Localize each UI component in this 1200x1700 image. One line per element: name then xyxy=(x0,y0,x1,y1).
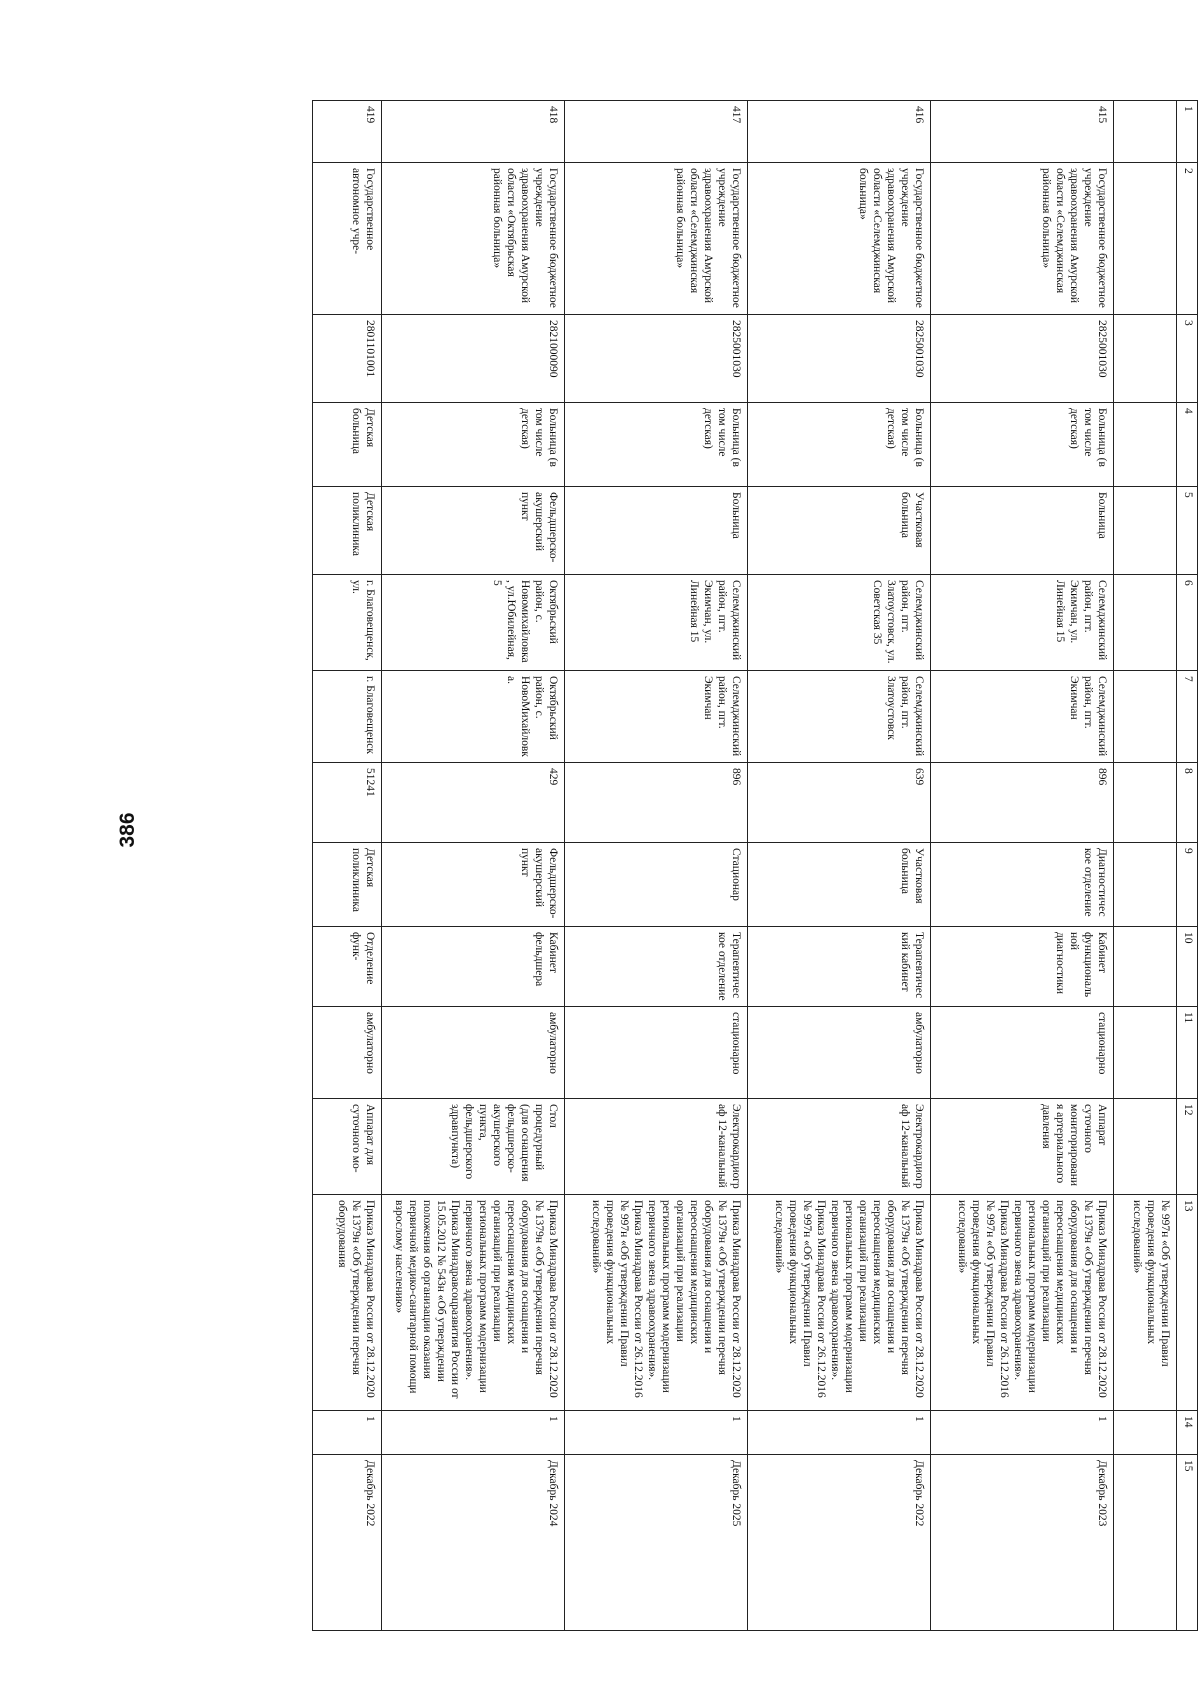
table-cell xyxy=(1114,315,1177,403)
header-cell: 6 xyxy=(1177,575,1198,671)
header-cell: 7 xyxy=(1177,671,1198,763)
header-cell: 15 xyxy=(1177,1455,1198,1631)
table-row xyxy=(565,101,748,1631)
address: Селемджинский район, пгт. Златоустовск, ул. Советская 35 xyxy=(748,575,931,671)
organization-type: Больница (в том числе детская) xyxy=(931,403,1114,487)
row-number: 417 xyxy=(565,101,748,163)
deadline: Декабрь 2022 xyxy=(748,1455,931,1631)
care-form: стационарно xyxy=(931,1007,1114,1099)
care-form: амбулаторно xyxy=(748,1007,931,1099)
locality: Селемджинский район, пгт. Экимчан xyxy=(565,671,748,763)
legal-basis-cell: Приказ Минздрава России от 28.12.2020 № 1379н «Об утверждении перечня оборудования xyxy=(313,1195,382,1411)
table-cell xyxy=(1114,1411,1177,1455)
table-row xyxy=(382,101,565,1631)
equipment: Электрокардиограф 12-канальный xyxy=(748,1099,931,1195)
legal-basis-cell: Приказ Минздрава России от 28.12.2020 № 1379н «Об утверждении перечня оборудования для оснащения и переоснащения медицинских организаций при реализации региональных программ модернизации первичного звена здравоохранения». Приказ Минздрава России от 26.12.2016 № 997н «Об утверждении Правил проведения функциональных исследований» xyxy=(565,1195,748,1411)
organization-name: Государственное бюджетное учреждение здравоохранения Амурской области «Октябрьская районная больница» xyxy=(382,163,565,315)
organization-type: Больница (в том числе детская) xyxy=(748,403,931,487)
deadline: Декабрь 2023 xyxy=(931,1455,1114,1631)
table-cell xyxy=(1114,487,1177,575)
quantity: 1 xyxy=(748,1411,931,1455)
row-number: 415 xyxy=(931,101,1114,163)
table-row xyxy=(748,101,931,1631)
address: Селемджинский район, пгт. Экимчан, ул. Линейная 15 xyxy=(565,575,748,671)
cabinet: Кабинет фельдшера xyxy=(382,927,565,1007)
page-number: 386 xyxy=(116,812,139,848)
header-cell: 12 xyxy=(1177,1099,1198,1195)
organization-name: Государственное автономное учре- xyxy=(313,163,382,315)
department: Детская поликлиника xyxy=(313,843,382,927)
cabinet: Кабинет функциональной диагностики xyxy=(931,927,1114,1007)
table-cell xyxy=(1114,843,1177,927)
population: 639 xyxy=(748,763,931,843)
locality: г. Благовещенск xyxy=(313,671,382,763)
organization-type: Детская больница xyxy=(313,403,382,487)
cabinet: Отделение функ- xyxy=(313,927,382,1007)
header-cell: 2 xyxy=(1177,163,1198,315)
header-cell: 10 xyxy=(1177,927,1198,1007)
table-cell xyxy=(1114,403,1177,487)
care-form: амбулаторно xyxy=(382,1007,565,1099)
header-cell: 13 xyxy=(1177,1195,1198,1411)
legal-basis-cell: Приказ Минздрава России от 28.12.2020 № 1379н «Об утверждении перечня оборудования для оснащения и переоснащения медицинских организаций при реализации региональных программ модернизации первичного звена здравоохранения». Приказ Минздрава России от 26.12.2016 № 997н «Об утверждении Правил проведения функциональных исследований» xyxy=(748,1195,931,1411)
deadline: Декабрь 2022 xyxy=(313,1455,382,1631)
equipment: Аппарат для суточного мо- xyxy=(313,1099,382,1195)
department: Диагностическое отделение xyxy=(931,843,1114,927)
address: Октябрьский район, с. Новомихайловка, ул.Юбилейная, 5 xyxy=(382,575,565,671)
equipment-table xyxy=(312,100,1198,1631)
cabinet: Терапевтический кабинет xyxy=(748,927,931,1007)
row-number: 418 xyxy=(382,101,565,163)
locality: Селемджинский район, пгт. Златоустовск xyxy=(748,671,931,763)
header-cell: 4 xyxy=(1177,403,1198,487)
unit-type: Участковая больница xyxy=(748,487,931,575)
unit-type: Детская поликлиника xyxy=(313,487,382,575)
organization-name: Государственное бюджетное учреждение здравоохранения Амурской области «Селемджинская районная больница» xyxy=(565,163,748,315)
equipment: Стол процедурный (для оснащения фельдшерско-акушерского пункта, фельдшерского здравпункта) xyxy=(382,1099,565,1195)
unit-type: Больница xyxy=(931,487,1114,575)
row-number: 419 xyxy=(313,101,382,163)
table-row xyxy=(931,101,1114,1631)
address: г. Благовещенск, ул. xyxy=(313,575,382,671)
unit-type: Больница xyxy=(565,487,748,575)
quantity: 1 xyxy=(382,1411,565,1455)
legal-basis-cell: № 997н «Об утверждении Правил проведения функциональных исследований» xyxy=(1114,1195,1177,1411)
inn-code: 2825001030 xyxy=(565,315,748,403)
equipment: Электрокардиограф 12-канальный xyxy=(565,1099,748,1195)
quantity: 1 xyxy=(931,1411,1114,1455)
inn-code: 2821000090 xyxy=(382,315,565,403)
cabinet: Терапевтическое отделение xyxy=(565,927,748,1007)
equipment: Аппарат суточного мониторирования артериального давления xyxy=(931,1099,1114,1195)
table-cell xyxy=(1114,763,1177,843)
header-row xyxy=(1177,101,1198,1631)
organization-name: Государственное бюджетное учреждение здравоохранения Амурской области «Селемджинская районная больница» xyxy=(931,163,1114,315)
organization-name: Государственное бюджетное учреждение здравоохранения Амурской области «Селемджинская больница» xyxy=(748,163,931,315)
deadline: Декабрь 2024 xyxy=(382,1455,565,1631)
legal-basis-cell: Приказ Минздрава России от 28.12.2020 № 1379н «Об утверждении перечня оборудования для оснащения и переоснащения медицинских организаций при реализации региональных программ модернизации первичного звена здравоохранения». Приказ Минздравсоцразвития России от 15.05.2012 № 543н «Об утверждении положения об организации оказания первичной медико-санитарной помощи взрослому населению» xyxy=(382,1195,565,1411)
population: 896 xyxy=(565,763,748,843)
inn-code: 2825001030 xyxy=(748,315,931,403)
department: Фельдшерско-акушерский пункт xyxy=(382,843,565,927)
header-cell: 8 xyxy=(1177,763,1198,843)
population: 429 xyxy=(382,763,565,843)
header-cell: 5 xyxy=(1177,487,1198,575)
population: 51241 xyxy=(313,763,382,843)
quantity: 1 xyxy=(313,1411,382,1455)
care-form: амбулаторно xyxy=(313,1007,382,1099)
header-cell: 3 xyxy=(1177,315,1198,403)
quantity: 1 xyxy=(565,1411,748,1455)
header-cell: 11 xyxy=(1177,1007,1198,1099)
table-cell xyxy=(1114,575,1177,671)
organization-type: Больница (в том числе детская) xyxy=(565,403,748,487)
population: 896 xyxy=(931,763,1114,843)
organization-type: Больница (в том числе детская) xyxy=(382,403,565,487)
address: Селемджинский район, пгт. Экимчан, ул. Линейная 15 xyxy=(931,575,1114,671)
table-cell xyxy=(1114,1007,1177,1099)
department: Стационар xyxy=(565,843,748,927)
table-cell xyxy=(1114,1099,1177,1195)
table-cell xyxy=(1114,1455,1177,1631)
table-cell xyxy=(1114,927,1177,1007)
inn-code: 2801101001 xyxy=(313,315,382,403)
header-cell: 1 xyxy=(1177,101,1198,163)
table-row xyxy=(313,101,382,1631)
legal-basis-cell: Приказ Минздрава России от 28.12.2020 № 1379н «Об утверждении перечня оборудования для оснащения и переоснащения медицинских организаций при реализации региональных программ модернизации первичного звена здравоохранения». Приказ Минздрава России от 26.12.2016 № 997н «Об утверждении Правил проведения функциональных исследований» xyxy=(931,1195,1114,1411)
continuation-row xyxy=(1114,101,1177,1631)
header-cell: 14 xyxy=(1177,1411,1198,1455)
table-cell xyxy=(1114,163,1177,315)
row-number: 416 xyxy=(748,101,931,163)
table-cell xyxy=(1114,101,1177,163)
locality: Октябрьский район, с. НовоМихайловка. xyxy=(382,671,565,763)
document-table-wrapper xyxy=(312,100,1198,1630)
care-form: стационарно xyxy=(565,1007,748,1099)
inn-code: 2825001030 xyxy=(931,315,1114,403)
unit-type: Фельдшерско-акушерский пункт xyxy=(382,487,565,575)
table-cell xyxy=(1114,671,1177,763)
header-cell: 9 xyxy=(1177,843,1198,927)
department: Участковая больница xyxy=(748,843,931,927)
deadline: Декабрь 2025 xyxy=(565,1455,748,1631)
locality: Селемджинский район, пгт. Экимчан xyxy=(931,671,1114,763)
